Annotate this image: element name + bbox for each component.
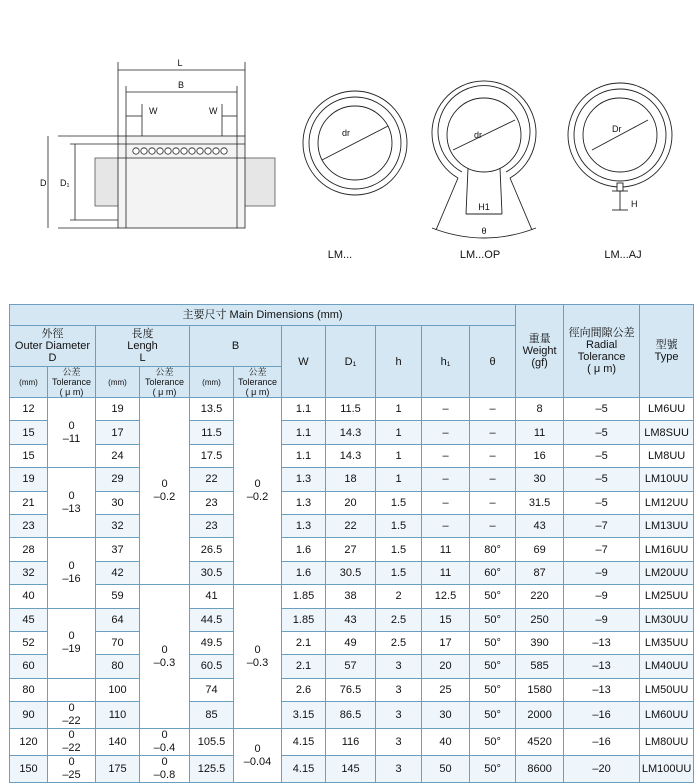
d1-cell: 27 (326, 538, 376, 561)
h1-cell: 17 (422, 631, 470, 654)
h-cell: 1 (376, 444, 422, 467)
outer-diameter-cell: 32 (10, 561, 48, 584)
length-cell: 42 (96, 561, 140, 584)
w-cell: 1.1 (282, 421, 326, 444)
h1-cell: – (422, 514, 470, 537)
d-tolerance-cell-lower: –11 (62, 432, 81, 445)
h-cell: 1.5 (376, 561, 422, 584)
d-tolerance-cell-upper: 0 (68, 630, 75, 643)
radial-tolerance-cell: –5 (564, 398, 640, 421)
b-tolerance-cell (234, 729, 282, 783)
d1-header: D₁ (326, 326, 376, 398)
h1-cell: 25 (422, 678, 470, 701)
h-cell: 1 (376, 421, 422, 444)
w-cell: 1.3 (282, 491, 326, 514)
d1-cell: 145 (326, 756, 376, 783)
type-cell: LM60UU (640, 702, 694, 729)
theta-cell: 60° (470, 561, 516, 584)
w-cell: 4.15 (282, 756, 326, 783)
table-row (10, 468, 694, 491)
theta-cell: – (470, 398, 516, 421)
lm-caption: LM... (327, 249, 353, 261)
d-tolerance-cell-upper: 0 (68, 756, 75, 769)
type-cell: LM30UU (640, 608, 694, 631)
l-tolerance-cell-upper: 0 (161, 478, 168, 491)
h1-header: h₁ (422, 326, 470, 398)
h-cell: 2 (376, 585, 422, 608)
w-cell: 4.15 (282, 729, 326, 756)
weight-cell: 220 (516, 585, 564, 608)
theta-cell: 50° (470, 631, 516, 654)
b-tol-header (234, 367, 282, 398)
outer-diameter-header (10, 326, 96, 367)
l-tolerance-cell-upper: 0 (161, 729, 168, 742)
radial-tolerance-cell: –9 (564, 608, 640, 631)
d-tolerance-cell (48, 538, 96, 608)
d1-cell: 14.3 (326, 444, 376, 467)
b-cell: 17.5 (190, 444, 234, 467)
table-row (10, 398, 694, 421)
dim-w-right-label: W (209, 106, 218, 116)
d1-cell: 18 (326, 468, 376, 491)
d-tolerance-empty (48, 678, 96, 701)
outer-zh: 外徑 (41, 328, 64, 340)
w-cell: 1.6 (282, 561, 326, 584)
table-row (10, 631, 694, 654)
dim-d-label: D (40, 178, 47, 188)
outer-diameter-cell: 40 (10, 585, 48, 608)
b-cell: 11.5 (190, 421, 234, 444)
weight-cell: 11 (516, 421, 564, 444)
theta-cell: 50° (470, 608, 516, 631)
radial-tolerance-cell: –7 (564, 538, 640, 561)
lm-dr-label: dr (342, 128, 351, 138)
weight-cell: 390 (516, 631, 564, 654)
table-row (10, 702, 694, 729)
type-cell: LM25UU (640, 585, 694, 608)
h-header: h (376, 326, 422, 398)
h-cell: 1.5 (376, 538, 422, 561)
length-sym: L (139, 352, 146, 364)
radial-unit: ( μ m) (587, 363, 617, 375)
l-mm-header: (mm) (96, 367, 140, 398)
h-cell: 1 (376, 398, 422, 421)
weight-en: Weight (522, 345, 557, 357)
outer-diameter-cell: 28 (10, 538, 48, 561)
op-caption: LM...OP (459, 249, 501, 261)
outer-diameter-cell: 120 (10, 729, 48, 756)
weight-cell: 8 (516, 398, 564, 421)
dimensions-table (9, 304, 694, 783)
outer-diameter-cell: 60 (10, 655, 48, 678)
b-tol-en: Tolerance (237, 377, 278, 387)
table-row (10, 514, 694, 537)
b-tolerance-cell-lower: –0.04 (243, 755, 272, 768)
weight-cell: 43 (516, 514, 564, 537)
length-cell: 175 (96, 756, 140, 783)
b-tolerance-cell-upper: 0 (254, 478, 261, 491)
l-tol-en: Tolerance (144, 377, 185, 387)
type-cell: LM80UU (640, 729, 694, 756)
theta-cell: – (470, 468, 516, 491)
b-cell: 23 (190, 514, 234, 537)
b-cell: 85 (190, 702, 234, 729)
d-tolerance-cell-upper: 0 (68, 702, 75, 715)
radial-tolerance-cell: –5 (564, 491, 640, 514)
d-tolerance-cell (48, 468, 96, 538)
length-cell: 140 (96, 729, 140, 756)
type-cell: LM40UU (640, 655, 694, 678)
b-tolerance-cell (234, 398, 282, 585)
l-tolerance-cell-lower: –0.3 (153, 656, 176, 669)
weight-cell: 2000 (516, 702, 564, 729)
h-cell: 1 (376, 468, 422, 491)
op-dr-label: dr (474, 130, 483, 140)
type-cell: LM50UU (640, 678, 694, 701)
radial-tolerance-cell: –16 (564, 702, 640, 729)
table-row (10, 561, 694, 584)
theta-cell: 80° (470, 538, 516, 561)
length-cell: 37 (96, 538, 140, 561)
l-tol-unit: ( μ m) (152, 387, 177, 397)
weight-cell: 8600 (516, 756, 564, 783)
b-cell: 22 (190, 468, 234, 491)
d1-cell: 14.3 (326, 421, 376, 444)
table-row (10, 678, 694, 701)
length-cell: 19 (96, 398, 140, 421)
radial-tolerance-cell: –7 (564, 514, 640, 537)
table-row (10, 491, 694, 514)
length-cell: 29 (96, 468, 140, 491)
d1-cell: 49 (326, 631, 376, 654)
d-tol-header (48, 367, 96, 398)
radial-tolerance-cell: –13 (564, 631, 640, 654)
weight-cell: 69 (516, 538, 564, 561)
l-tolerance-cell (140, 398, 190, 585)
weight-cell: 1580 (516, 678, 564, 701)
h-cell: 3 (376, 655, 422, 678)
h1-cell: 20 (422, 655, 470, 678)
weight-cell: 16 (516, 444, 564, 467)
d1-cell: 20 (326, 491, 376, 514)
length-cell: 17 (96, 421, 140, 444)
d-mm-header: (mm) (10, 367, 48, 398)
b-tolerance-cell (234, 585, 282, 729)
end-view-lm (303, 91, 407, 195)
table-row (10, 444, 694, 467)
outer-diameter-cell: 15 (10, 444, 48, 467)
d-tolerance-cell (48, 398, 96, 468)
d-tolerance-cell (48, 756, 96, 783)
radial-tolerance-cell: –9 (564, 561, 640, 584)
radial-tolerance-header (564, 305, 640, 398)
d-tolerance-cell-lower: –16 (62, 572, 81, 585)
outer-diameter-cell: 19 (10, 468, 48, 491)
type-cell: LM13UU (640, 514, 694, 537)
radial-zh: 徑向間隙公差 (568, 327, 635, 339)
type-cell: LM8UU (640, 444, 694, 467)
b-tol-unit: ( μ m) (245, 387, 270, 397)
theta-cell: – (470, 491, 516, 514)
l-tolerance-cell (140, 729, 190, 756)
w-cell: 1.85 (282, 585, 326, 608)
length-cell: 24 (96, 444, 140, 467)
type-en: Type (654, 351, 679, 363)
outer-diameter-cell: 52 (10, 631, 48, 654)
dim-w-left-label: W (149, 106, 158, 116)
l-tolerance-cell (140, 585, 190, 729)
radial-tolerance-cell: –20 (564, 756, 640, 783)
outer-sym: D (48, 352, 57, 364)
b-cell: 125.5 (190, 756, 234, 783)
type-cell: LM8SUU (640, 421, 694, 444)
d-tolerance-cell-lower: –25 (62, 769, 81, 782)
length-en: Lengh (127, 340, 158, 352)
w-cell: 2.1 (282, 631, 326, 654)
table-body (10, 398, 694, 783)
d-tol-zh: 公差 (62, 367, 81, 377)
d1-cell: 22 (326, 514, 376, 537)
type-cell: LM10UU (640, 468, 694, 491)
d-tolerance-cell (48, 702, 96, 729)
type-header (640, 305, 694, 398)
d-tolerance-cell (48, 608, 96, 678)
radial-tolerance-cell: –5 (564, 468, 640, 491)
b-header: B (190, 326, 282, 367)
b-cell: 105.5 (190, 729, 234, 756)
weight-cell: 30 (516, 468, 564, 491)
w-cell: 1.3 (282, 468, 326, 491)
d-tolerance-cell-upper: 0 (68, 559, 75, 572)
type-cell: LM6UU (640, 398, 694, 421)
theta-cell: 50° (470, 678, 516, 701)
d1-cell: 43 (326, 608, 376, 631)
theta-cell: – (470, 421, 516, 444)
h-cell: 3 (376, 756, 422, 783)
outer-diameter-cell: 80 (10, 678, 48, 701)
l-tol-zh: 公差 (155, 367, 174, 377)
theta-cell: 50° (470, 702, 516, 729)
d1-cell: 11.5 (326, 398, 376, 421)
outer-diameter-cell: 12 (10, 398, 48, 421)
length-header (96, 326, 190, 367)
aj-dr-label: Dr (612, 124, 622, 134)
d1-cell: 116 (326, 729, 376, 756)
outer-diameter-cell: 21 (10, 491, 48, 514)
d-tol-unit: ( μ m) (59, 387, 84, 397)
l-tolerance-cell-lower: –0.2 (153, 491, 176, 504)
radial-tolerance-cell: –5 (564, 421, 640, 444)
outer-diameter-cell: 15 (10, 421, 48, 444)
theta-cell: 50° (470, 756, 516, 783)
weight-cell: 585 (516, 655, 564, 678)
aj-h-label: H (631, 199, 638, 209)
w-cell: 1.1 (282, 444, 326, 467)
h-cell: 2.5 (376, 608, 422, 631)
d1-cell: 86.5 (326, 702, 376, 729)
type-cell: LM16UU (640, 538, 694, 561)
table-row (10, 421, 694, 444)
l-tolerance-cell-upper: 0 (161, 756, 168, 769)
weight-unit: (gf) (531, 357, 548, 369)
table-row (10, 756, 694, 783)
d-tolerance-cell-upper: 0 (68, 729, 75, 742)
h1-cell: – (422, 444, 470, 467)
weight-header (516, 305, 564, 398)
h1-cell: 50 (422, 756, 470, 783)
length-cell: 59 (96, 585, 140, 608)
w-cell: 1.85 (282, 608, 326, 631)
b-mm-header: (mm) (190, 367, 234, 398)
h1-cell: 12.5 (422, 585, 470, 608)
h1-cell: 11 (422, 538, 470, 561)
radial-tolerance-cell: –5 (564, 444, 640, 467)
b-cell: 26.5 (190, 538, 234, 561)
radial-tolerance-cell: –13 (564, 678, 640, 701)
l-tolerance-cell (140, 756, 190, 783)
outer-diameter-cell: 150 (10, 756, 48, 783)
w-cell: 2.1 (282, 655, 326, 678)
b-tolerance-cell-upper: 0 (254, 643, 261, 656)
b-cell: 74 (190, 678, 234, 701)
l-tolerance-cell-upper: 0 (161, 643, 168, 656)
outer-diameter-cell: 45 (10, 608, 48, 631)
radial-tolerance-cell: –9 (564, 585, 640, 608)
type-cell: LM20UU (640, 561, 694, 584)
length-zh: 長度 (131, 328, 154, 340)
l-tolerance-cell-lower: –0.8 (153, 769, 176, 782)
end-view-lm-aj (568, 83, 672, 210)
b-tol-zh: 公差 (248, 367, 267, 377)
b-cell: 41 (190, 585, 234, 608)
h-cell: 3 (376, 702, 422, 729)
d-tolerance-cell-lower: –13 (62, 502, 81, 515)
d1-cell: 38 (326, 585, 376, 608)
weight-cell: 31.5 (516, 491, 564, 514)
table-row (10, 585, 694, 608)
l-tolerance-cell-lower: –0.4 (153, 742, 176, 755)
theta-header: θ (470, 326, 516, 398)
d-tol-en: Tolerance (51, 377, 92, 387)
weight-cell: 87 (516, 561, 564, 584)
w-cell: 1.1 (282, 398, 326, 421)
l-tol-header (140, 367, 190, 398)
type-zh: 型號 (655, 339, 678, 351)
theta-cell: 50° (470, 729, 516, 756)
radial-tolerance-cell: –16 (564, 729, 640, 756)
op-h1-label: H1 (478, 202, 490, 212)
aj-caption: LM...AJ (604, 249, 642, 261)
h1-cell: – (422, 421, 470, 444)
d-tolerance-cell-lower: –22 (62, 742, 81, 755)
theta-cell: – (470, 514, 516, 537)
d-tolerance-cell (48, 729, 96, 756)
outer-diameter-cell: 90 (10, 702, 48, 729)
b-tolerance-cell-lower: –0.3 (246, 656, 269, 669)
h1-cell: 11 (422, 561, 470, 584)
h1-cell: 30 (422, 702, 470, 729)
radial-en2: Tolerance (577, 351, 626, 363)
outer-en: Outer Diameter (14, 340, 91, 352)
b-cell: 13.5 (190, 398, 234, 421)
dim-d1-label: D₁ (60, 178, 70, 188)
weight-cell: 250 (516, 608, 564, 631)
b-tolerance-cell-upper: 0 (254, 742, 261, 755)
b-cell: 60.5 (190, 655, 234, 678)
table-row (10, 538, 694, 561)
op-theta-label: θ (481, 226, 487, 236)
b-cell: 23 (190, 491, 234, 514)
type-cell: LM12UU (640, 491, 694, 514)
w-cell: 2.6 (282, 678, 326, 701)
length-cell: 30 (96, 491, 140, 514)
theta-cell: – (470, 444, 516, 467)
outer-diameter-cell: 23 (10, 514, 48, 537)
w-cell: 1.6 (282, 538, 326, 561)
w-cell: 3.15 (282, 702, 326, 729)
d1-cell: 57 (326, 655, 376, 678)
main-dimensions-header: 主要尺寸 Main Dimensions (mm) (10, 305, 516, 326)
theta-cell: 50° (470, 585, 516, 608)
h1-cell: – (422, 398, 470, 421)
type-cell: LM35UU (640, 631, 694, 654)
b-cell: 30.5 (190, 561, 234, 584)
length-cell: 110 (96, 702, 140, 729)
d-tolerance-cell-upper: 0 (68, 419, 75, 432)
weight-zh: 重量 (528, 333, 551, 345)
table-row (10, 655, 694, 678)
radial-en1: Radial (586, 339, 618, 351)
h1-cell: – (422, 491, 470, 514)
b-tolerance-cell-lower: –0.2 (246, 491, 269, 504)
d1-cell: 30.5 (326, 561, 376, 584)
d1-cell: 76.5 (326, 678, 376, 701)
w-cell: 1.3 (282, 514, 326, 537)
table-row (10, 608, 694, 631)
h1-cell: 40 (422, 729, 470, 756)
b-cell: 44.5 (190, 608, 234, 631)
type-cell: LM100UU (640, 756, 694, 783)
weight-cell: 4520 (516, 729, 564, 756)
h-cell: 2.5 (376, 631, 422, 654)
length-cell: 80 (96, 655, 140, 678)
dim-b-label: B (177, 80, 185, 90)
radial-tolerance-cell: –13 (564, 655, 640, 678)
d-tolerance-cell-lower: –19 (62, 643, 81, 656)
dim-l-label: L (177, 58, 183, 68)
theta-cell: 50° (470, 655, 516, 678)
length-cell: 70 (96, 631, 140, 654)
h-cell: 1.5 (376, 514, 422, 537)
h-cell: 3 (376, 729, 422, 756)
h1-cell: 15 (422, 608, 470, 631)
end-view-lm-op (432, 81, 536, 238)
length-cell: 100 (96, 678, 140, 701)
bearing-drawing (0, 0, 700, 300)
b-cell: 49.5 (190, 631, 234, 654)
length-cell: 32 (96, 514, 140, 537)
h-cell: 3 (376, 678, 422, 701)
d-tolerance-cell-upper: 0 (68, 489, 75, 502)
d-tolerance-cell-lower: –22 (62, 715, 81, 728)
length-cell: 64 (96, 608, 140, 631)
h-cell: 1.5 (376, 491, 422, 514)
side-view (48, 62, 275, 228)
table-row (10, 729, 694, 756)
w-header: W (282, 326, 326, 398)
h1-cell: – (422, 468, 470, 491)
